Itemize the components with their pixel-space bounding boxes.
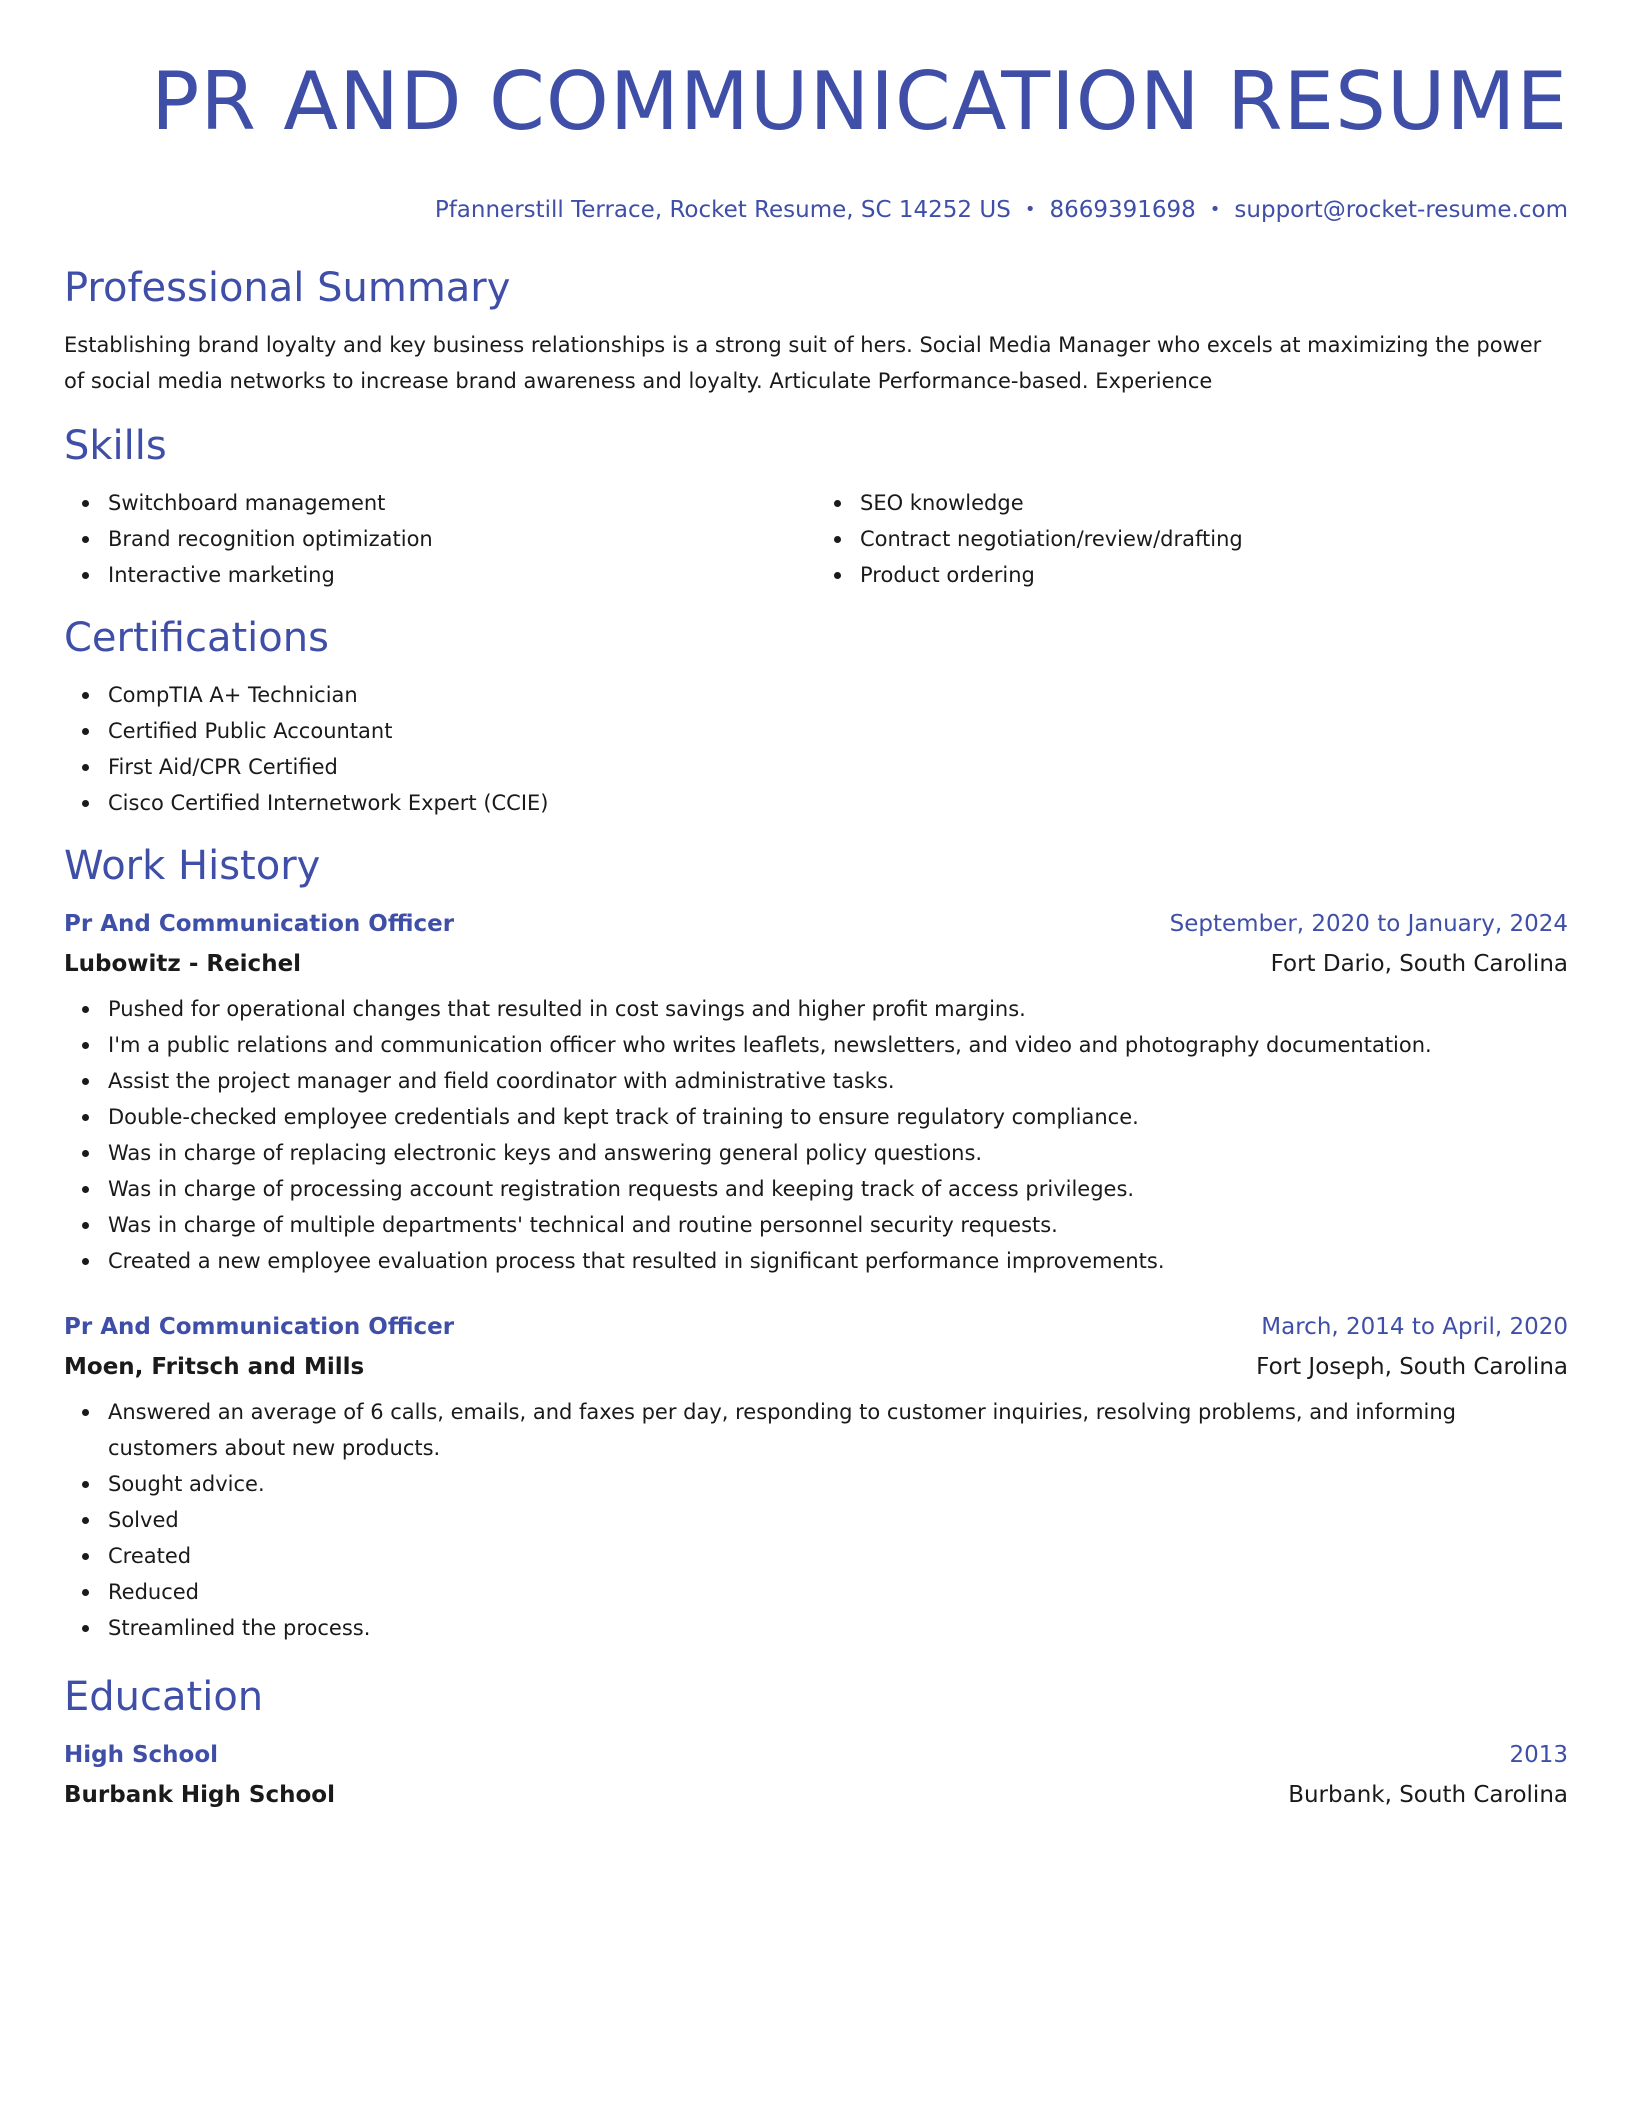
summary-text: Establishing brand loyalty and key business relationships is a strong suit of hers. Social Media Manager who excels at maximizing the power of social media networks to increase brand awareness and loyalty. Articulate Performance-based. Experience — [64, 333, 1542, 393]
job-bullet: Streamlined the process. — [108, 1610, 1568, 1646]
job-location: Fort Dario, South Carolina — [1270, 951, 1568, 977]
job-bullet: Answered an average of 6 calls, emails, and faxes per day, responding to customer inquiries, resolving problems, and informing customers about new products. — [108, 1394, 1568, 1466]
skills-list-right — [816, 485, 1568, 593]
job-company: Moen, Fritsch and Mills — [64, 1354, 365, 1380]
job-bullet: I'm a public relations and communication officer who writes leaflets, newsletters, and video and photography documentation. — [108, 1027, 1568, 1063]
job-header — [64, 909, 1568, 939]
education-location: Burbank, South Carolina — [1288, 1782, 1568, 1808]
contact-phone: 8669391698 — [1049, 197, 1196, 223]
certifications-heading: Certifications — [64, 615, 329, 661]
resume-title: PR AND COMMUNICATION RESUME — [151, 55, 1568, 148]
job-bullet: Was in charge of processing account registration requests and keeping track of access privileges. — [108, 1171, 1568, 1207]
education-heading: Education — [64, 1674, 264, 1720]
education-entry — [64, 1740, 1568, 1810]
job-bullet: Double-checked employee credentials and kept track of training to ensure regulatory compliance. — [108, 1099, 1568, 1135]
skills-heading: Skills — [64, 423, 167, 469]
skill-item: Brand recognition optimization — [108, 521, 816, 557]
job-bullet: Was in charge of multiple departments' technical and routine personnel security requests. — [108, 1207, 1568, 1243]
certification-item: First Aid/CPR Certified — [108, 749, 1568, 785]
education-subheader — [64, 1780, 1568, 1810]
job-bullet: Created — [108, 1538, 1568, 1574]
job-entry — [64, 909, 1568, 1279]
certification-item: Cisco Certified Internetwork Expert (CCIE) — [108, 785, 1568, 821]
job-bullet: Was in charge of replacing electronic keys and answering general policy questions. — [108, 1135, 1568, 1171]
contact-address: Pfannerstill Terrace, Rocket Resume, SC 14252 US — [434, 197, 1011, 223]
job-header — [64, 1312, 1568, 1342]
job-company: Lubowitz - Reichel — [64, 951, 302, 977]
education-year: 2013 — [1509, 1742, 1568, 1768]
education-header — [64, 1740, 1568, 1770]
contact-separator: • — [1024, 199, 1036, 220]
job-bullets — [64, 991, 1568, 1279]
job-bullet: Solved — [108, 1502, 1568, 1538]
skill-item: Contract negotiation/review/drafting — [860, 521, 1568, 557]
job-dates: September, 2020 to January, 2024 — [1169, 911, 1568, 937]
education-degree: High School — [64, 1742, 219, 1768]
skills-list-left — [64, 485, 816, 593]
skill-item: Interactive marketing — [108, 557, 816, 593]
work-history-heading: Work History — [64, 843, 321, 889]
job-entry — [64, 1312, 1568, 1646]
job-bullet: Assist the project manager and field coordinator with administrative tasks. — [108, 1063, 1568, 1099]
certifications-list — [64, 677, 1568, 821]
skill-item: SEO knowledge — [860, 485, 1568, 521]
skill-item: Product ordering — [860, 557, 1568, 593]
skill-item: Switchboard management — [108, 485, 816, 521]
job-location: Fort Joseph, South Carolina — [1256, 1354, 1568, 1380]
job-title: Pr And Communication Officer — [64, 911, 455, 937]
skills-columns — [64, 485, 1568, 593]
certification-item: Certified Public Accountant — [108, 713, 1568, 749]
job-subheader — [64, 949, 1568, 979]
job-bullet: Pushed for operational changes that resulted in cost savings and higher profit margins. — [108, 991, 1568, 1027]
job-bullet: Sought advice. — [108, 1466, 1568, 1502]
job-bullet: Created a new employee evaluation process that resulted in significant performance improvements. — [108, 1243, 1568, 1279]
job-subheader — [64, 1352, 1568, 1382]
job-dates: March, 2014 to April, 2020 — [1261, 1314, 1568, 1340]
job-bullets — [64, 1394, 1568, 1646]
education-school: Burbank High School — [64, 1782, 335, 1808]
contact-separator: • — [1209, 199, 1221, 220]
summary-heading: Professional Summary — [64, 265, 511, 311]
job-title: Pr And Communication Officer — [64, 1314, 455, 1340]
contact-line — [64, 195, 1568, 225]
job-bullet: Reduced — [108, 1574, 1568, 1610]
contact-email: support@rocket-resume.com — [1234, 197, 1568, 223]
certification-item: CompTIA A+ Technician — [108, 677, 1568, 713]
